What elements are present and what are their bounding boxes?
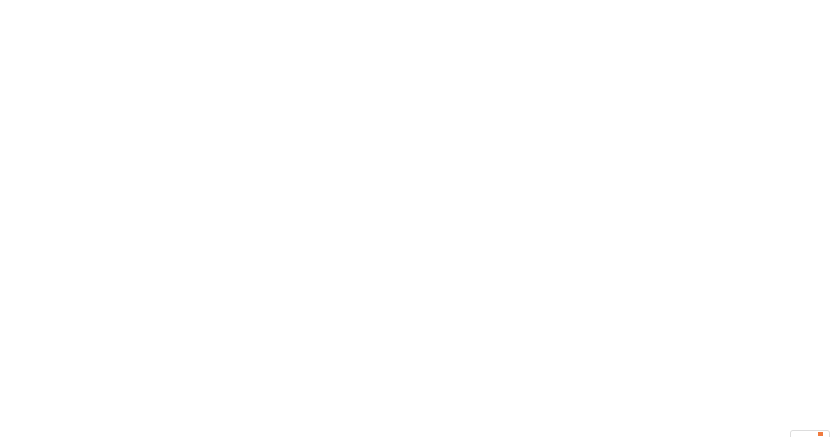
widget-icon	[818, 432, 823, 436]
console-output[interactable]	[0, 7, 830, 437]
floating-widget[interactable]	[790, 430, 830, 437]
